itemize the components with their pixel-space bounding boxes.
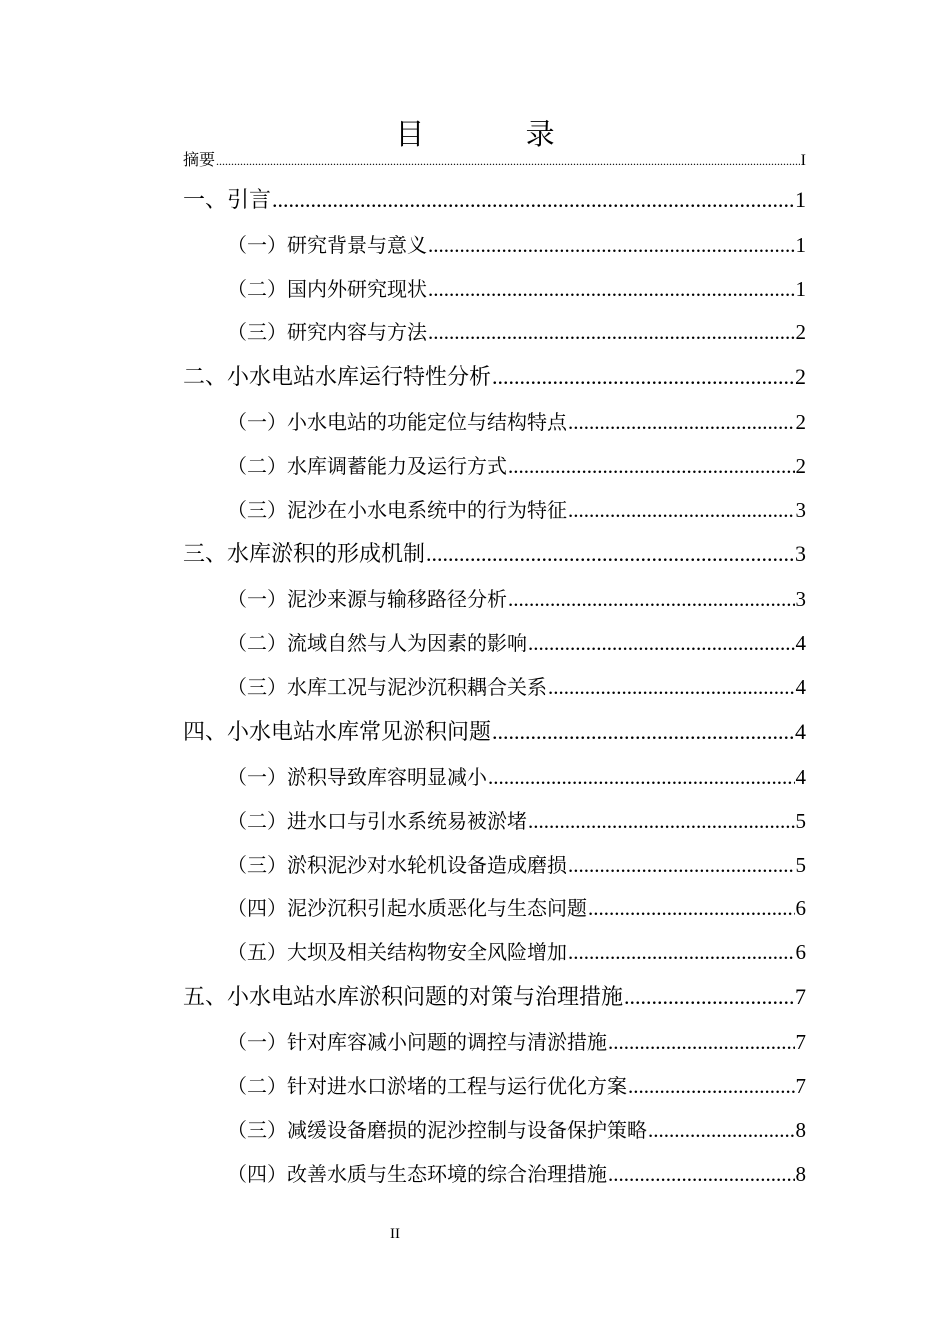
toc-entry-label: 一、引言: [183, 188, 272, 213]
dot-leader: [428, 272, 795, 306]
dot-leader: [568, 493, 795, 527]
toc-entry-label: （二）流域自然与人为因素的影响: [227, 631, 527, 655]
dot-leader: [508, 449, 795, 483]
toc-entry-label: （二）针对进水口淤堵的工程与运行优化方案: [227, 1074, 627, 1098]
toc-entry-label: （四）泥沙沉积引起水质恶化与生态问题: [227, 896, 587, 920]
dot-leader: [428, 228, 795, 262]
toc-entry-label: （三）淤积泥沙对水轮机设备造成磨损: [227, 853, 567, 877]
toc-entry[interactable]: [227, 935, 806, 969]
toc-entry-page: 1: [795, 277, 806, 301]
toc-entry[interactable]: [183, 149, 806, 171]
toc-entry-page: 8: [795, 1118, 806, 1142]
toc-entry[interactable]: [227, 493, 806, 527]
toc-entry[interactable]: [227, 1113, 806, 1147]
toc-entry[interactable]: [227, 315, 806, 349]
toc-entry-page: 2: [795, 320, 806, 344]
toc-entry-page: 1: [795, 233, 806, 257]
toc-entry-page: 4: [795, 631, 806, 655]
toc-entry[interactable]: [227, 760, 806, 794]
toc-entry-page: 6: [795, 896, 806, 920]
toc-entry-label: 二、小水电站水库运行特性分析: [183, 365, 492, 390]
toc-entry-label: （三）水库工况与泥沙沉积耦合关系: [227, 675, 547, 699]
toc-entry-page: 1: [795, 187, 806, 212]
toc-entry-page: 5: [795, 853, 806, 877]
dot-leader: [492, 715, 794, 749]
dot-leader: [568, 848, 795, 882]
toc-entry[interactable]: [227, 1025, 806, 1059]
toc-entry-label: 摘要: [183, 150, 216, 169]
toc-entry-label: （三）泥沙在小水电系统中的行为特征: [227, 498, 567, 522]
dot-leader: [568, 935, 795, 969]
toc-entry[interactable]: [227, 804, 806, 838]
dot-leader: [428, 315, 795, 349]
dot-leader: [568, 405, 795, 439]
toc-entry-label: （五）大坝及相关结构物安全风险增加: [227, 940, 567, 964]
toc-entry[interactable]: [227, 626, 806, 660]
dot-leader: [624, 980, 794, 1014]
dot-leader: [508, 582, 795, 616]
toc-entry[interactable]: [227, 228, 806, 262]
toc-entry-label: （四）改善水质与生态环境的综合治理措施: [227, 1162, 607, 1186]
toc-entry-label: （一）研究背景与意义: [227, 233, 427, 257]
toc-entry-page: 4: [795, 719, 806, 744]
toc-entry[interactable]: [227, 272, 806, 306]
toc-entry-label: （一）小水电站的功能定位与结构特点: [227, 410, 567, 434]
dot-leader: [648, 1113, 795, 1147]
dot-leader: [608, 1025, 795, 1059]
toc-entry[interactable]: [227, 670, 806, 704]
toc-entry[interactable]: [183, 537, 806, 571]
dot-leader: [528, 626, 795, 660]
toc-entry[interactable]: [183, 980, 806, 1014]
toc-entry[interactable]: [183, 360, 806, 394]
toc-entry[interactable]: [227, 405, 806, 439]
toc-entry[interactable]: [183, 183, 806, 217]
toc-entry-label: （二）国内外研究现状: [227, 277, 427, 301]
dot-leader: [488, 760, 795, 794]
toc-entry-page: 2: [795, 364, 806, 389]
dot-leader: [548, 670, 795, 704]
toc-entry-page: 4: [795, 675, 806, 699]
dot-leader: [216, 150, 800, 172]
toc-entry-page: I: [800, 152, 806, 169]
dot-leader: [492, 360, 794, 394]
dot-leader: [628, 1069, 795, 1103]
dot-leader: [272, 183, 794, 217]
toc-entry-label: （二）水库调蓄能力及运行方式: [227, 454, 507, 478]
toc-entry[interactable]: [227, 891, 806, 925]
toc-entry-label: （一）泥沙来源与输移路径分析: [227, 587, 507, 611]
toc-entry[interactable]: [227, 848, 806, 882]
toc-entry-label: 四、小水电站水库常见淤积问题: [183, 720, 492, 745]
toc-entry-label: （三）减缓设备磨损的泥沙控制与设备保护策略: [227, 1118, 647, 1142]
toc-entry[interactable]: [227, 449, 806, 483]
toc-entry[interactable]: [227, 1069, 806, 1103]
toc-entry-label: （三）研究内容与方法: [227, 320, 427, 344]
toc-entry-page: 8: [795, 1162, 806, 1186]
dot-leader: [426, 537, 794, 571]
toc-entry-page: 7: [795, 984, 806, 1009]
dot-leader: [588, 891, 795, 925]
toc-entry-page: 4: [795, 765, 806, 789]
toc-entry-label: （一）淤积导致库容明显减小: [227, 765, 487, 789]
toc-entry-label: （一）针对库容减小问题的调控与清淤措施: [227, 1030, 607, 1054]
toc-entry[interactable]: [227, 1157, 806, 1191]
toc-entry-page: 3: [795, 541, 806, 566]
toc-entry-page: 3: [795, 498, 806, 522]
toc-entry-label: 三、水库淤积的形成机制: [183, 542, 426, 567]
page-title: 目 录: [395, 117, 601, 151]
toc-entry-page: 2: [795, 454, 806, 478]
dot-leader: [528, 804, 795, 838]
toc-entry-page: 7: [795, 1030, 806, 1054]
toc-entry-page: 5: [795, 809, 806, 833]
toc-entry[interactable]: [183, 715, 806, 749]
page-number-footer: II: [390, 1226, 400, 1242]
toc-entry-label: 五、小水电站水库淤积问题的对策与治理措施: [183, 985, 624, 1010]
toc-entry-page: 6: [795, 940, 806, 964]
toc-entry-page: 2: [795, 410, 806, 434]
toc-entry-label: （二）进水口与引水系统易被淤堵: [227, 809, 527, 833]
toc-entry[interactable]: [227, 582, 806, 616]
dot-leader: [608, 1157, 795, 1191]
toc-entry-page: 3: [795, 587, 806, 611]
toc-entry-page: 7: [795, 1074, 806, 1098]
